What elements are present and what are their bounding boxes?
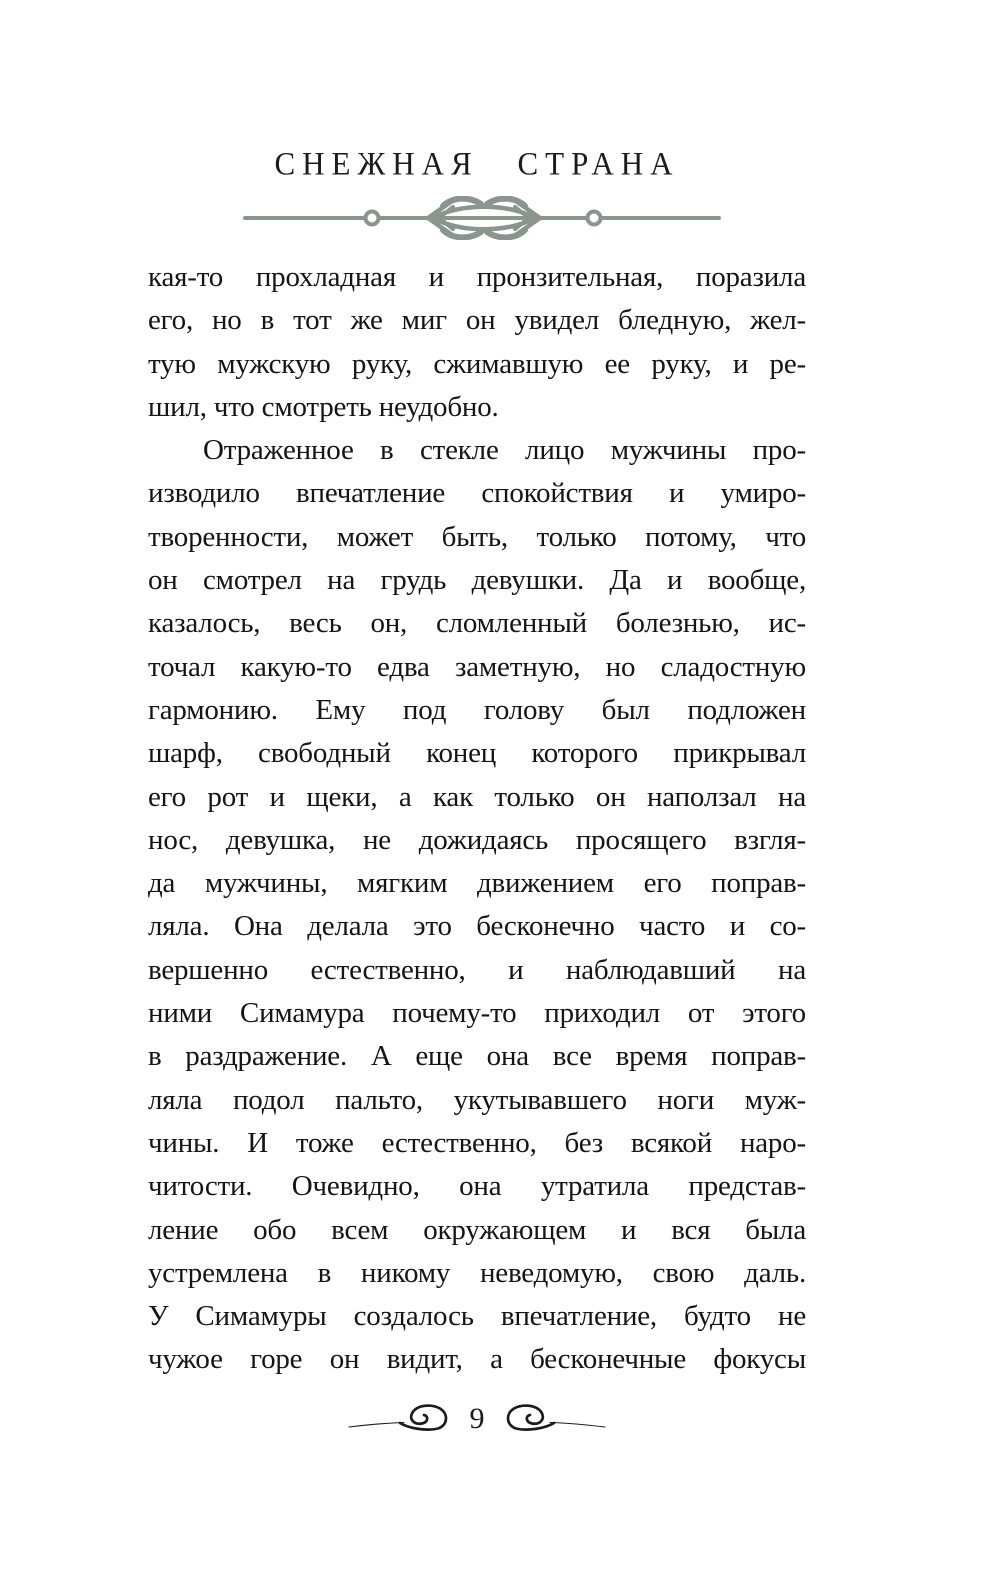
paragraph-1 (148, 256, 806, 429)
text-line: чины. И тоже естественно, без всякой наро- (148, 1126, 806, 1159)
text-line: он смотрел на грудь девушки. Да и вообще, (148, 564, 806, 597)
text-line: ляла подол пальто, укутывавшего ноги муж- (148, 1083, 806, 1116)
text-line: ляла. Она делала это бесконечно часто и со- (148, 910, 806, 943)
paragraph-2 (148, 429, 806, 1382)
page-number: 9 (469, 1402, 485, 1435)
text-line: вершенно естественно, и наблюдавший на (148, 953, 806, 986)
text-line: изводило впечатление спокойствия и умиро- (148, 477, 806, 510)
text-line: творенности, может быть, только потому, что (148, 520, 806, 553)
text-line: кая-то прохладная и пронзительная, поразила (148, 261, 806, 293)
divider-ornament-icon (242, 196, 722, 240)
text-line: шарф, свободный конец которого прикрывал (148, 737, 806, 770)
text-line: его, но в тот же миг он увидел бледную, жел- (148, 304, 806, 337)
text-line: читости. Очевидно, она утратила представ- (148, 1170, 806, 1203)
text-line: точал какую-то едва заметную, но сладостную (148, 650, 806, 683)
swirl-flourish-right-icon (506, 1401, 606, 1433)
text-line: да мужчины, мягким движением его поправ- (148, 867, 806, 900)
text-line: тую мужскую руку, сжимавшую ее руку, и ре- (148, 347, 806, 380)
text-line: шил, что смотреть неудобно. (148, 390, 499, 423)
text-line: Отраженное в стекле лицо мужчины про- (203, 434, 806, 467)
text-line: нос, девушка, не дожидаясь просящего взгля- (148, 823, 806, 856)
text-line: У Симамуры создалось впечатление, будто не (148, 1300, 806, 1333)
text-line: гармонию. Ему под голову был подложен (148, 693, 806, 726)
text-line: казалось, весь он, сломленный болезнью, ис- (148, 607, 806, 640)
text-line: ними Симамура почему-то приходил от этого (148, 997, 806, 1030)
body-text (148, 256, 806, 1382)
page-title: СНЕЖНАЯ СТРАНА (274, 145, 680, 182)
text-line: устремлена в никому неведомую, свою даль. (148, 1256, 806, 1289)
text-line: в раздражение. А еще она все время поправ- (148, 1040, 806, 1073)
text-line: его рот и щеки, а как только он наползал на (148, 780, 806, 813)
text-line: чужое горе он видит, а бесконечные фокусы (148, 1343, 806, 1376)
text-line: ление обо всем окружающем и вся была (148, 1213, 806, 1246)
